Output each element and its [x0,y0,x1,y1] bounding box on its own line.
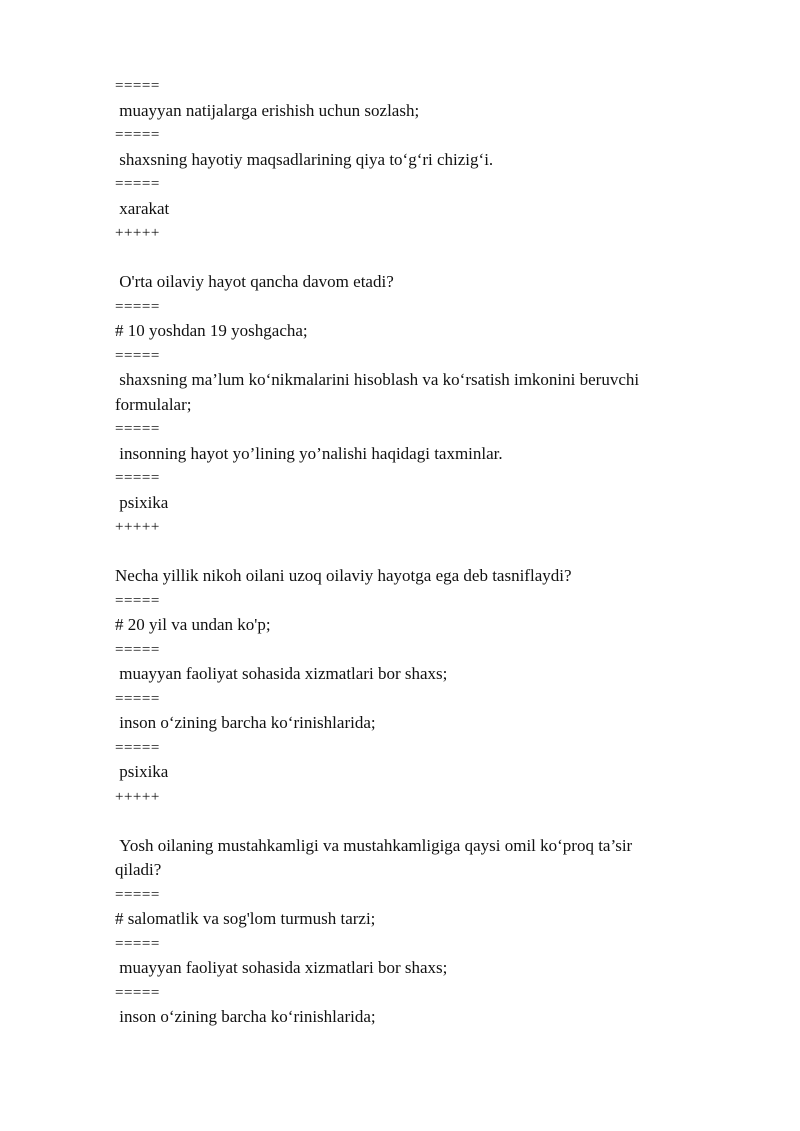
text-line: muayyan faoliyat sohasida xizmatlari bor shaxs; [115,958,448,977]
separator-line: ===== [115,421,160,437]
blank-line [115,246,715,271]
text-line: O'rta oilaviy hayot qancha davom etadi? [115,272,394,291]
separator-line: ===== [115,690,160,707]
separator-line: ===== [115,78,160,94]
correct-answer-line: # salomatlik va sog'lom turmush tarzi; [115,909,376,928]
document-body [115,74,715,1030]
separator-line: ===== [115,739,160,756]
correct-answer-line: # 20 yil va undan ko'p; [115,615,271,634]
separator-line: ===== [115,298,160,315]
text-line: psixika [115,762,169,781]
separator-line: ===== [115,984,160,1001]
text-line: qiladi? [115,860,162,879]
question-end-marker: +++++ [115,788,160,805]
question-end-marker: +++++ [115,519,160,535]
text-line: psixika [115,492,169,512]
text-line: formulalar; [115,394,192,414]
text-line: muayyan natijalarga erishish uchun sozlash; [115,100,420,120]
text-line: insonning hayot yo’lining yo’nalishi haqidagi taxminlar. [115,443,503,463]
separator-line: ===== [115,641,160,658]
correct-answer-line: # 10 yoshdan 19 yoshgacha; [115,321,308,340]
separator-line: ===== [115,886,160,903]
text-line: shaxsning hayotiy maqsadlarining qiya to‘g‘ri chizig‘i. [115,149,494,169]
separator-line: ===== [115,470,160,486]
question-end-marker: +++++ [115,225,160,241]
separator-line: ===== [115,176,160,192]
separator-line: ===== [115,935,160,952]
text-line: muayyan faoliyat sohasida xizmatlari bor shaxs; [115,664,448,683]
separator-line: ===== [115,347,160,364]
separator-line: ===== [115,127,160,143]
blank-line [115,540,715,565]
blank-line [115,809,715,834]
separator-line: ===== [115,592,160,609]
text-line: xarakat [115,198,170,218]
text-line: shaxsning ma’lum ko‘nikmalarini hisoblash va ko‘rsatish imkonini beruvchi [115,370,640,389]
text-line: Yosh oilaning mustahkamligi va mustahkamligiga qaysi omil ko‘proq ta’sir [115,835,633,855]
text-line: Necha yillik nikoh oilani uzoq oilaviy hayotga ega deb tasniflaydi? [115,566,572,585]
text-line: inson o‘zining barcha ko‘rinishlarida; [115,713,376,732]
text-line: inson o‘zining barcha ko‘rinishlarida; [115,1007,376,1026]
